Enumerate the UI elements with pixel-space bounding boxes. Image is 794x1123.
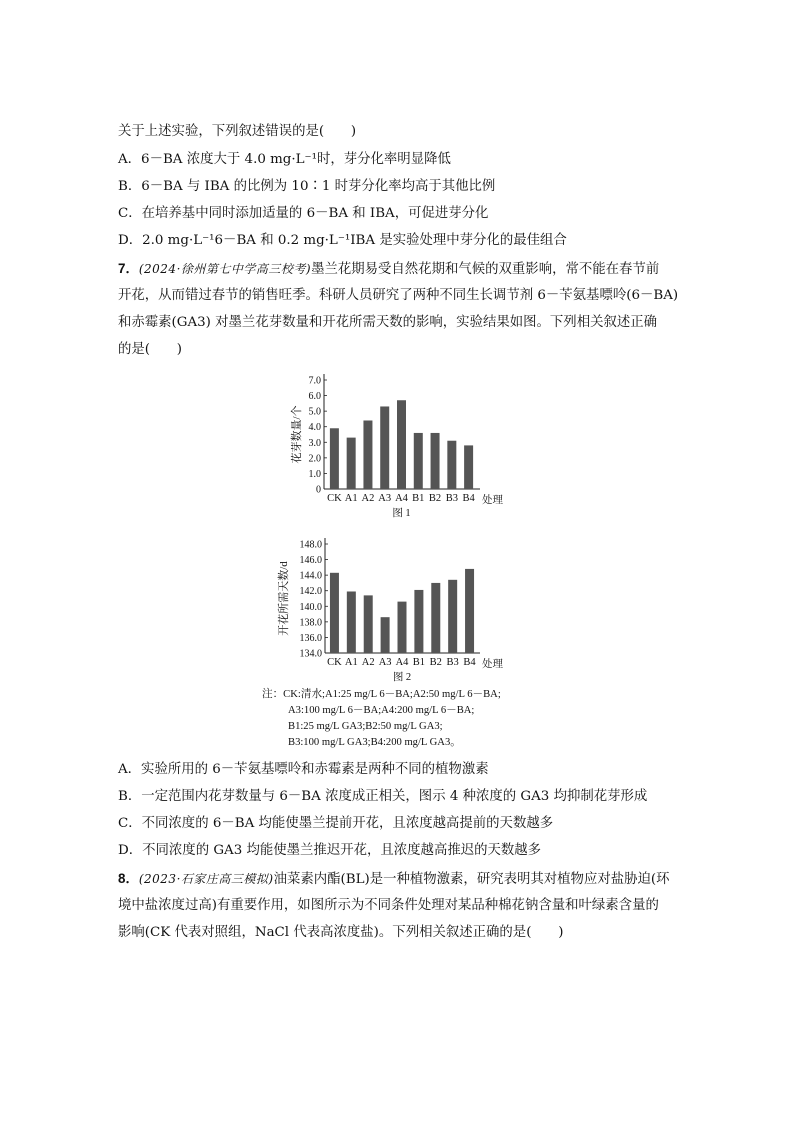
q6-option-a: A．6－BA 浓度大于 4.0 mg·L⁻¹时，芽分化率明显降低 [118, 152, 451, 167]
chart2-bar-b1 [414, 590, 423, 653]
chart2-x-tick-label: A4 [395, 657, 409, 668]
chart1-bar-b3 [447, 441, 456, 489]
chart2-x-tick-label: B1 [412, 657, 426, 668]
chart1-bar-a1 [347, 438, 356, 489]
q7-stem-line-3: 和赤霉素(GA3) 对墨兰花芽数量和开花所需天数的影响，实验结果如图。下列相关叙述正确 [118, 315, 658, 330]
q6-option-b: B．6－BA 与 IBA 的比例为 10∶1 时芽分化率均高于其他比例 [118, 179, 496, 194]
q7-stem-line-4: 的是( ) [118, 342, 183, 357]
figure-1-svg [280, 368, 520, 520]
q7-stem-text: 墨兰花期易受自然花期和气候的双重影响，常不能在春节前 [311, 262, 660, 277]
q8-stem-line-2: 境中盐浓度过高)有重要作用，如图所示为不同条件处理对某品种棉花钠含量和叶绿素含量的 [118, 898, 659, 913]
chart1-bar-b4 [464, 445, 473, 489]
q6-option-d: D．2.0 mg·L⁻¹6－BA 和 0.2 mg·L⁻¹IBA 是实验处理中芽分化的最佳组合 [118, 233, 567, 248]
chart1-y-tick-label: 4.0 [308, 422, 321, 434]
chart1-x-tick-label: A1 [344, 493, 358, 504]
chart2-y-tick-label: 148.0 [299, 539, 322, 551]
chart1-x-tick-label: B3 [445, 493, 458, 504]
chart1-title: 图 1 [392, 508, 411, 519]
q6-option-c: C．在培养基中同时添加适量的 6－BA 和 IBA，可促进芽分化 [118, 206, 489, 221]
chart2-bar-b3 [448, 580, 457, 653]
chart2-x-tick-label: A1 [344, 657, 358, 668]
figure-2-svg [270, 534, 520, 688]
chart2-y-tick-label: 140.0 [299, 601, 322, 613]
chart1-y-axis-label: 花芽数量/个 [291, 405, 303, 464]
chart1-bar-b1 [414, 433, 423, 489]
chart2-y-axis-label: 开花所需天数/d [278, 561, 290, 636]
chart1-x-tick-label: A4 [395, 493, 408, 504]
q8-source: (2023·石家庄高三模拟) [138, 872, 274, 886]
chart2-y-tick-label: 142.0 [299, 586, 322, 598]
figure-note-line-3: B1:25 mg/L GA3;B2:50 mg/L GA3; [288, 721, 443, 732]
chart1-y-tick-label: 2.0 [308, 453, 321, 465]
chart2-bar-a2 [364, 595, 373, 653]
chart2-title: 图 2 [392, 672, 412, 683]
figure-note-line-4: B3:100 mg/L GA3;B4:200 mg/L GA3。 [288, 737, 461, 748]
chart2-x-tick-label: A2 [361, 657, 375, 668]
chart2-bar-a3 [381, 617, 390, 653]
q8-stem-line-3: 影响(CK 代表对照组，NaCl 代表高浓度盐)。下列相关叙述正确的是( ) [118, 925, 564, 940]
chart2-y-tick-label: 138.0 [299, 617, 322, 629]
chart2-x-tick-label: B2 [429, 657, 442, 668]
chart2-y-tick-label: 146.0 [299, 555, 322, 567]
figure-2-chart [270, 534, 520, 688]
q7-option-c: C．不同浓度的 6－BA 均能使墨兰提前开花，且浓度越高提前的天数越多 [118, 816, 554, 831]
chart1-bar-b2 [431, 433, 440, 489]
chart1-bar-a2 [363, 420, 372, 489]
chart2-x-tick-label: B3 [446, 657, 459, 668]
chart1-x-tick-label: B4 [462, 493, 475, 504]
q7-stem-line-1 [118, 260, 659, 279]
chart1-bar-a4 [397, 400, 406, 489]
q8-stem-line-1 [118, 870, 670, 889]
chart1-y-tick-label: 7.0 [308, 375, 321, 387]
q7-number: 7． [118, 261, 139, 276]
chart1-y-tick-label: 5.0 [308, 406, 321, 418]
chart2-x-tick-label: B4 [463, 657, 476, 668]
chart1-bar-a3 [380, 406, 389, 489]
chart2-bar-b4 [465, 569, 474, 653]
chart1-bar-ck [330, 428, 339, 489]
chart2-x-tick-label: A3 [378, 657, 392, 668]
chart2-bar-b2 [431, 583, 440, 653]
q7-option-b: B．一定范围内花芽数量与 6－BA 浓度成正相关，图示 4 种浓度的 GA3 均抑制花芽形成 [118, 789, 648, 804]
figure-note-line-1: 注：CK:清水;A1:25 mg/L 6－BA;A2:50 mg/L 6－BA; [262, 689, 501, 700]
q7-source: (2024·徐州第七中学高三校考) [138, 262, 312, 276]
chart1-x-tick-label: A3 [378, 493, 392, 504]
chart2-y-tick-label: 134.0 [299, 648, 322, 660]
chart2-bar-a4 [398, 602, 407, 653]
chart1-x-tick-label: B2 [428, 493, 442, 504]
chart2-bar-ck [330, 573, 339, 653]
chart1-y-tick-label: 3.0 [308, 437, 321, 449]
chart2-bar-a1 [347, 591, 356, 653]
figure-1-chart [280, 368, 520, 520]
chart2-x-tick-label: CK [327, 657, 342, 668]
chart2-x-axis-label: 处理 [482, 659, 503, 670]
chart2-y-tick-label: 136.0 [299, 632, 322, 644]
chart1-y-tick-label: 6.0 [308, 391, 321, 403]
q8-number: 8． [118, 871, 139, 886]
q8-stem-text: 油菜素内酯(BL)是一种植物激素，研究表明其对植物应对盐胁迫(环 [273, 872, 670, 887]
figure-note-line-2: A3:100 mg/L 6－BA;A4:200 mg/L 6－BA; [288, 705, 475, 716]
chart1-x-axis-label: 处理 [482, 495, 503, 506]
q7-stem-line-2: 开花，从而错过春节的销售旺季。科研人员研究了两种不同生长调节剂 6－苄氨基嘌呤(6－BA) [118, 288, 679, 303]
chart1-y-tick-label: 0 [316, 484, 321, 496]
q6-stem: 关于上述实验，下列叙述错误的是( ) [118, 124, 357, 139]
chart1-x-tick-label: CK [327, 493, 342, 504]
q7-option-a: A．实验所用的 6－苄氨基嘌呤和赤霉素是两种不同的植物激素 [118, 762, 489, 777]
chart1-x-tick-label: B1 [412, 493, 425, 504]
chart1-y-tick-label: 1.0 [308, 468, 321, 480]
chart2-y-tick-label: 144.0 [299, 570, 322, 582]
q7-option-d: D．不同浓度的 GA3 均能使墨兰推迟开花，且浓度越高推迟的天数越多 [118, 843, 542, 858]
chart1-x-tick-label: A2 [361, 493, 375, 504]
